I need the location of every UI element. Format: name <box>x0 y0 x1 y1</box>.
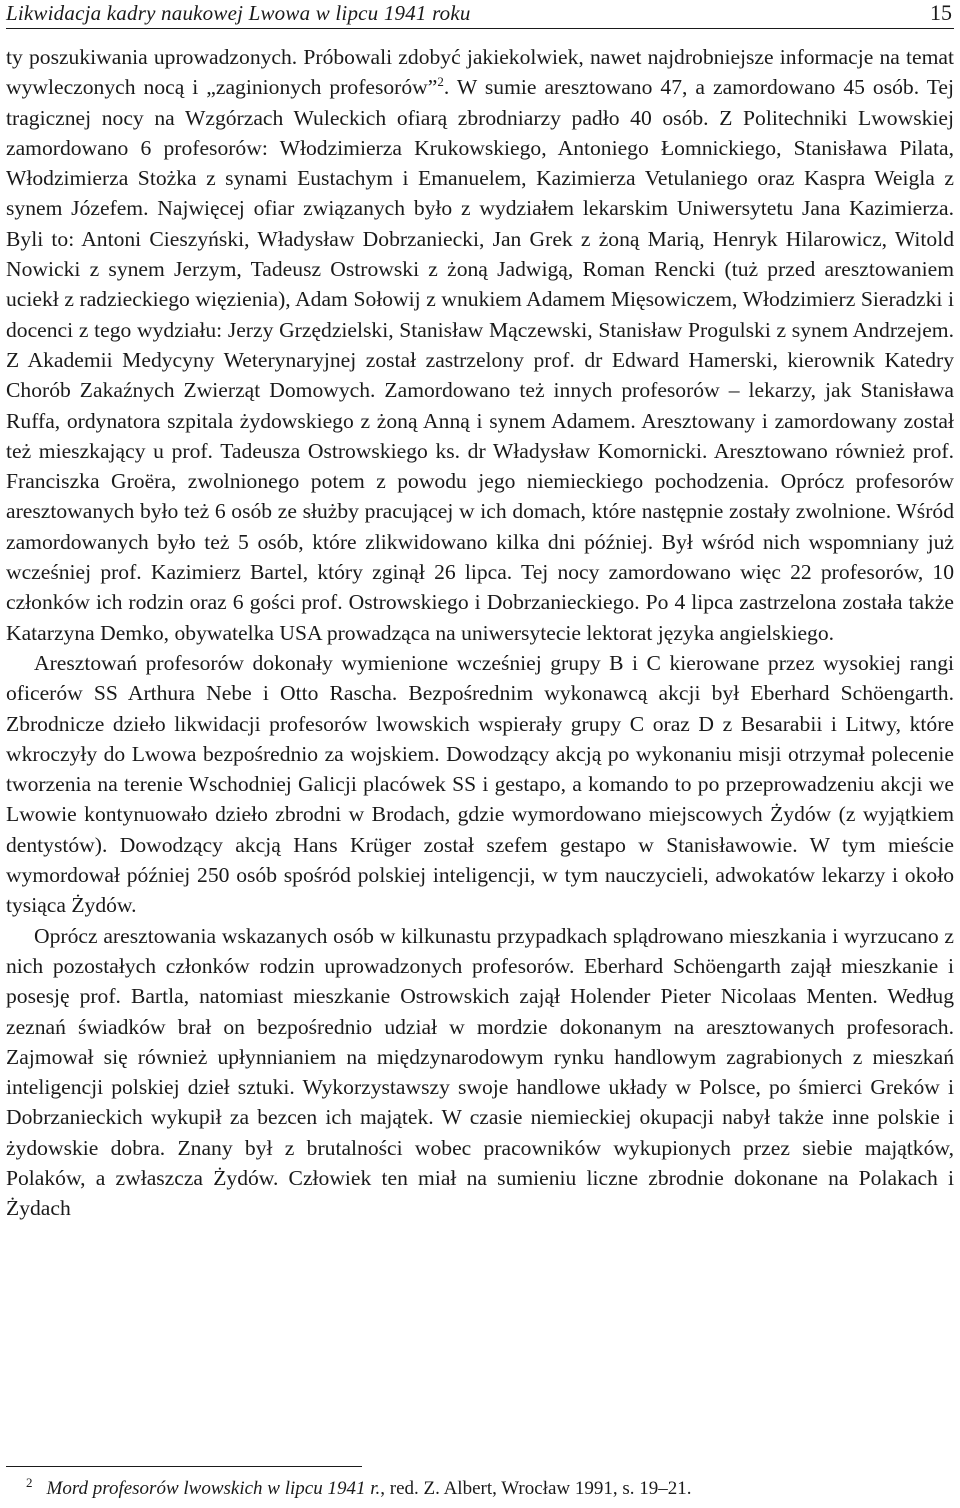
footnote-separator <box>6 1466 362 1467</box>
paragraph-1 <box>6 42 954 648</box>
paragraph-1-part-a: ty poszukiwania uprowadzonych. Próbowali zdobyć jakiekolwiek, nawet najdrobniejsze informacje na temat wywleczonych nocą i „zaginionych profesorów” <box>6 45 954 100</box>
footnote-reference[interactable]: 2 <box>437 74 444 90</box>
page-number: 15 <box>930 0 952 25</box>
paragraph-1-part-b: . W sumie aresztowano 47, a zamordowano 45 osób. Tej tragicznej nocy na Wzgórzach Wuleckich ofiarą zbrodniarzy padło 40 osób. Z Politechniki Lwowskiej zamordowano 6 profesorów: Włodzimierza Krukowskiego, Antoniego Łomnickiego, Stanisława Pilata, Włodzimierza Stożka z synami Eustachym i Emanuelem, Kazimierza Vetulaniego oraz Kaspra Weigla z synem Józefem. Najwięcej ofiar związanych było z wydziałem lekarskim Uniwersytetu Jana Kazimierza. Byli to: Antoni Cieszyński, Władysław Dobrzaniecki, Jan Grek z żoną Marią, Henryk Hilarowicz, Witold Nowicki z synem Jerzym, Tadeusz Ostrowski z żoną Jadwigą, Roman Rencki (tuż przed aresztowaniem uciekł z radzieckiego więzienia), Adam Sołowij z wnukiem Adamem Mięsowiczem, Włodzimierz Sieradzki i docenci z tego wydziału: Jerzy Grzędzielski, Stanisław Mączewski, Stanisław Progulski z synem Andrzejem. Z Akademii Medycyny Weterynaryjnej został zastrzelony prof. dr Edward Hamerski, kierownik Katedry Chorób Zakaźnych Zwierząt Domowych. Zamordowano też innych profesorów – lekarzy, jak Stanisława Ruffa, ordynatora szpitala żydowskiego z żoną Anną i synem Adamem. Aresztowany i zamordowany został też mieszkający u prof. Tadeusza Ostrowskiego ks. dr Władysław Komornicki. Aresztowano również prof. Franciszka Groëra, zwolnionego potem z powodu jego niemieckiego pochodzenia. Oprócz profesorów aresztowanych było też 6 osób ze służby pracującej w ich domach, które następnie zostały zwolnione. Wśród zamordowanych było też 5 osób, które zlikwidowano kilka dni później. Był wśród nich wspomniany już wcześniej prof. Kazimierz Bartel, który zginął 26 lipca. Tej nocy zamordowano więc 22 profesorów, 10 członków ich rodzin oraz 6 gości prof. Ostrowskiego i Dobrzanieckiego. Po 4 lipca zastrzelona została także Katarzyna Demko, obywatelka USA prowadząca na uniwersytecie lektorat języka angielskiego. <box>6 75 954 645</box>
footnote-citation: , red. Z. Albert, Wrocław 1991, s. 19–21. <box>380 1478 692 1499</box>
paragraph-2: Aresztowań profesorów dokonały wymienione wcześniej grupy B i C kierowane przez wysokiej rangi oficerów SS Arthura Nebe i Otto Rascha. Bezpośrednim wykonawcą akcji był Eberhard Schöengarth. Zbrodnicze dzieło likwidacji profesorów lwowskich wspierały grupy C oraz D z Besarabii i Litwy, które wkroczyły do Lwowa bezpośrednio za wojskiem. Dowodzący akcją po wykonaniu misji otrzymał polecenie tworzenia na terenie Wschodniej Galicji placówek SS i gestapo, a komando to po przeprowadzeniu akcji we Lwowie kontynuowało dzieło zbrodni w Brodach, gdzie wymordowano miejscowych Żydów (z wyjątkiem dentystów). Dowodzący akcją Hans Krüger został szefem gestapo w Stanisławowie. W tym mieście wymordował później 250 osób spośród polskiej inteligencji, w tym nauczycieli, adwokatów lekarzy i około tysiąca Żydów. <box>6 650 954 918</box>
footnote-number: 2 <box>26 1474 33 1490</box>
running-title: Likwidacja kadry naukowej Lwowa w lipcu 1941 roku <box>6 1 471 25</box>
main-text <box>6 42 954 1224</box>
running-header <box>6 0 954 29</box>
paragraph-3: Oprócz aresztowania wskazanych osób w kilkunastu przypadkach splądrowano mieszkania i wyrzucano z nich pozostałych członków rodzin uprowadzonych profesorów. Eberhard Schöengarth zajął mieszkanie i posesję prof. Bartla, natomiast mieszkanie Ostrowskich zajął Holender Pieter Nicolaas Menten. Według zeznań świadków brał on bezpośrednio udział w mordzie dokonanym na aresztowanych profesorach. Zajmował się również upłynnianiem na międzynarodowym rynku handlowym zagrabionych z mieszkań inteligencji polskiej dzieł sztuki. Wykorzystawszy swoje handlowe układy w Polsce, po śmierci Greków i Dobrzanieckich wykupił za bezcen ich majątek. W czasie niemieckiej okupacji nabył także inne polskie i żydowskie dobra. Znany był z brutalności wobec pracowników wykupionych przez siebie majątków, Polaków, a zwłaszcza Żydów. Człowiek ten miał na sumieniu liczne zbrodnie dokonane na Polakach i Żydach <box>6 923 954 1221</box>
footnote-title: Mord profesorów lwowskich w lipcu 1941 r. <box>46 1478 381 1499</box>
footnote <box>6 1476 954 1502</box>
